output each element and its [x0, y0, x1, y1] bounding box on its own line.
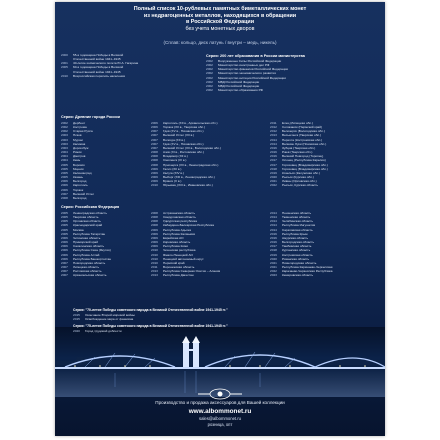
coin-name: Калининград: [73, 170, 92, 175]
coin-year: 2022: [270, 183, 277, 188]
coin-year: 2005: [61, 219, 68, 224]
coin-year: 2009: [151, 170, 158, 175]
coin-year: 2008: [151, 219, 158, 224]
coin-year: 2023: [270, 273, 277, 278]
coin-year: 2004: [61, 158, 68, 163]
federation-list-3: [270, 211, 382, 278]
coin-name: Гороховец (Владимирская обл.): [282, 162, 328, 167]
coin-year: 2001: [61, 61, 68, 66]
coin-year: 2006: [61, 244, 68, 249]
coin-year: 2005: [61, 223, 68, 228]
coin-poster: [55, 2, 385, 436]
coin-year: 2011: [270, 121, 277, 125]
coin-name: Тверская область: [73, 215, 99, 220]
coin-year: 2003: [61, 137, 68, 142]
coin-name: Архангельская область: [73, 273, 107, 278]
coin-name: Гороховец (Владимирская обл.): [282, 166, 328, 171]
coin-name: Республика Саха (Якутия): [73, 248, 111, 253]
coin-name: Ростовская область: [73, 269, 102, 274]
coin-name: Липецкая область: [73, 265, 100, 270]
coin-name: Пензенская область: [282, 211, 312, 215]
coin-name: Старая Русса: [73, 129, 93, 134]
ministries-list: [206, 59, 378, 92]
coin-name: Министерство образования РФ: [218, 88, 263, 93]
coin-name: Министерство финансов Российской Федерации: [218, 67, 289, 72]
coin-name: Белозерск (Вологодская обл.): [282, 129, 325, 134]
federation-list-1: [61, 211, 149, 278]
coin-name: Козельск (Калужская обл.): [282, 170, 320, 175]
coin-year: 2019: [270, 252, 277, 257]
coin-name: Ряжск: [73, 150, 82, 155]
coin-name: Владимир (XII в.): [163, 154, 188, 159]
coin-year: 2015: [73, 313, 80, 317]
coin-year: 2014: [270, 227, 277, 232]
coin-name: Республика Дагестан: [163, 273, 194, 278]
coin-year: 2010: [61, 73, 68, 78]
coin-name: Великий Устюг (XII в., Вологодская обл.): [163, 145, 221, 150]
coin-name: Гдов (XV в., Псковская обл.): [163, 141, 204, 146]
coin-year: 2012: [270, 129, 277, 134]
coin-name: Отечественной войне 1941–1945: [73, 69, 121, 74]
footer-tagline: розница, опт: [207, 422, 233, 427]
coin-year: 2021: [270, 179, 277, 184]
victory-list: [61, 53, 206, 78]
anniversary70-series-title: Серия: "70-летие Победы советского народа в Великой Отечественной войне 1941-1945 гг.": [73, 308, 228, 312]
coin-year: 2007: [61, 191, 68, 196]
coin-year: 2005: [61, 65, 68, 70]
coin-year: 2014: [270, 219, 277, 224]
coin-name: Министерство иностранных дел РФ: [218, 63, 270, 68]
coin-year: 2004: [61, 150, 68, 155]
coin-name: Великие Луки (Псковская обл.): [282, 141, 327, 146]
coin-year: 2000: [61, 53, 68, 57]
ancient-cities-list-1: [61, 121, 149, 200]
coin-year: 2014: [270, 223, 277, 228]
coin-name: Муром: [73, 137, 83, 142]
coin-year: 2008: [151, 215, 158, 220]
footer-website-link[interactable]: www.albommonet.ru: [188, 408, 252, 415]
coin-year: 2009: [151, 231, 158, 236]
federation-list-2: [151, 211, 269, 278]
coin-year: 2006: [61, 252, 68, 257]
coin-year: 2005: [61, 231, 68, 236]
coin-name: Рыльск (Курская обл.): [282, 175, 314, 180]
coin-year: 2013: [151, 273, 158, 278]
coin-year: 2013: [151, 269, 158, 274]
coin-name: Чеченская республика: [163, 248, 196, 253]
coin-name: Выборг (XIII в., Ленинградская обл.): [163, 175, 215, 180]
list-item: [73, 329, 253, 333]
coin-name: Елец (Липецкая обл.): [282, 121, 313, 125]
coin-name: Республика Адыгея: [163, 227, 192, 232]
coin-year: 2008: [61, 195, 68, 200]
coin-year: 2016: [270, 235, 277, 240]
coin-year: 2016: [270, 150, 277, 155]
list-item: [151, 273, 269, 277]
albommonet-logo-icon: [194, 388, 246, 400]
coin-name: Саратовская область: [282, 227, 313, 232]
coin-name: Республика Ингушетия: [282, 223, 316, 228]
coin-year: 2007: [61, 269, 68, 274]
coin-year: 2012: [270, 125, 277, 130]
coin-name: Амурская область: [282, 235, 309, 240]
federation-series-title: Серия: Российская Федерация: [61, 205, 120, 209]
coin-year: 2010: [151, 260, 158, 265]
coin-year: 2014: [270, 141, 277, 146]
coin-name: Новгородская область: [73, 260, 106, 265]
coin-year: 2019: [270, 170, 277, 175]
coin-year: 2007: [61, 265, 68, 270]
coin-name: Город трудовой доблести: [85, 329, 122, 333]
coin-year: 2002: [61, 129, 68, 134]
coin-year: 2008: [151, 158, 158, 163]
coin-year: 2005: [61, 215, 68, 220]
coin-name: 60-я годовщина Победы в Великой: [73, 65, 124, 70]
anniversary70-list: [73, 313, 253, 321]
coin-name: МВД Российской Федерации: [218, 79, 260, 84]
coin-year: 2007: [151, 141, 158, 146]
coin-name: Приозерск (XII в., Ленинградская обл.): [163, 162, 219, 167]
coin-year: 2002: [206, 79, 213, 84]
footer-slogan: Производство и продажа аксессуаров для Вашей коллекции: [155, 400, 285, 405]
coin-name: Республика Калмыкия: [163, 231, 196, 236]
coin-name: Кострома: [73, 125, 87, 130]
coin-name: Нерехта (Костромская обл.): [282, 137, 323, 142]
coin-name: Орловская область: [73, 219, 101, 224]
coin-name: Республика Крым: [282, 231, 308, 236]
coin-year: 2016: [270, 154, 277, 159]
coin-year: 2009: [151, 240, 158, 245]
coin-name: Удмуртская республика: [163, 219, 198, 224]
coin-year: 2009: [151, 244, 158, 249]
coin-name: Окончание Второй мировой войны: [85, 313, 135, 317]
coin-name: Челябинская область: [282, 219, 314, 224]
coin-name: Приморский край: [73, 240, 98, 245]
ancient-cities-list-3: [270, 121, 382, 188]
coin-year: 2006: [61, 256, 68, 261]
coin-year: 2002: [206, 88, 213, 93]
coin-year: 2009: [151, 166, 158, 171]
coin-year: 2005: [61, 175, 68, 180]
coin-year: 2020: [270, 256, 277, 261]
coin-name: Министерство юстиции Российской Федерации: [218, 75, 287, 80]
coin-name: Тамбовская область: [282, 244, 312, 249]
coin-name: Вологда (XII в.): [163, 137, 185, 142]
coin-year: 2011: [151, 265, 158, 270]
coin-name: МВД Российской Федерации: [218, 83, 260, 88]
coin-name: Ямало-Ненецкий АО: [163, 252, 193, 257]
coin-name: Кировская область: [163, 240, 191, 245]
coin-year: 2022: [270, 269, 277, 274]
coin-year: 2003: [61, 133, 68, 138]
coin-name: Краснодарский край: [73, 223, 103, 228]
anniversary75-list: [73, 329, 253, 333]
coin-name: Кемеровская область: [282, 273, 314, 278]
coin-name: Рыльск, Курская область: [282, 183, 319, 188]
coin-year: 2016: [270, 231, 277, 236]
coin-name: Белгород: [73, 195, 87, 200]
list-item: [151, 183, 269, 187]
ancient-cities-list-2: [151, 121, 269, 188]
coin-name: Нижегородская область: [282, 260, 317, 265]
bridge-night-photo: [55, 327, 385, 397]
coin-year: 2010: [151, 256, 158, 261]
coin-name: Торжок (XII в., Тверская обл.): [163, 125, 206, 130]
coin-year: 2014: [270, 211, 277, 215]
coin-name: Зубцов (Тверская обл.): [282, 145, 316, 150]
coin-year: 2008: [151, 150, 158, 155]
coin-name: Калуга (XIV в.): [163, 170, 184, 175]
coin-name: Великий Устюг: [73, 191, 95, 196]
coin-year: 2002: [206, 71, 213, 76]
list-item: [61, 196, 149, 200]
coin-year: 2008: [151, 162, 158, 167]
list-item: [73, 317, 253, 321]
coin-name: 55-я годовщина Победы в Великой: [73, 53, 124, 57]
coin-name: Воронежская область: [163, 265, 195, 270]
coin-year: 2002: [206, 83, 213, 88]
coin-year: 2007: [151, 129, 158, 134]
coin-year: 2009: [151, 235, 158, 240]
coin-name: Олонец (Республика Карелия): [282, 158, 326, 163]
coin-name: Ленинградская область: [73, 211, 107, 215]
coin-name: Республика Башкортостан: [73, 256, 112, 261]
coin-year: 2018: [270, 248, 277, 253]
coin-year: 2006: [151, 125, 158, 130]
coin-name: Читинская область: [73, 235, 101, 240]
poster-subtitle: (Сплав: кольцо, диск латунь / внутри – медь, никель): [163, 40, 277, 45]
list-item: [206, 88, 378, 92]
coin-year: 2014: [270, 137, 277, 142]
coin-year: 2002: [206, 63, 213, 68]
coin-name: Азов (XI в., Ростовская обл.): [163, 150, 204, 155]
coin-year: 2005: [61, 211, 68, 215]
coin-name: Смоленск (IX в.): [163, 158, 187, 163]
coin-name: Ливны (Орловская обл.): [282, 179, 317, 184]
coin-year: 2002: [61, 125, 68, 130]
coin-year: 2002: [206, 67, 213, 72]
list-item: [270, 183, 382, 187]
coin-name: Белгород: [73, 179, 87, 184]
coin-year: 2006: [61, 248, 68, 253]
coin-name: Ржев (Тверская обл.): [282, 150, 313, 155]
coin-name: Министерство экономического развития: [218, 71, 276, 76]
coin-year: 2010: [151, 183, 158, 188]
coin-name: Костромская область: [282, 252, 313, 257]
coin-year: 2006: [61, 183, 68, 188]
coin-name: Карачаево-Черкесская Республика: [282, 269, 333, 274]
coin-year: 2017: [270, 162, 277, 167]
coin-name: Каргополь: [73, 183, 88, 188]
coin-name: Брянск (X в.): [163, 179, 182, 184]
coin-year: 2008: [151, 211, 158, 215]
coin-year: 2009: [151, 175, 158, 180]
coin-name: Отечественной войне 1941–1945: [73, 57, 121, 62]
coin-year: 2005: [61, 162, 68, 167]
coin-name: Вооруженные Силы Российской Федерации: [218, 59, 282, 63]
coin-name: Москва: [73, 227, 84, 232]
coin-name: Ненецкий автономный округ: [163, 256, 204, 261]
coin-year: 2008: [151, 223, 158, 228]
coin-year: 2002: [61, 121, 68, 125]
list-item: [61, 74, 206, 78]
coin-year: 2016: [270, 240, 277, 245]
footer: [55, 400, 385, 427]
coin-name: Республика Коми: [163, 244, 188, 249]
coin-name: Каргополь (XII в., Архангельская обл.): [163, 121, 218, 125]
coin-year: 2003: [61, 145, 68, 150]
coin-name: Касимов: [73, 141, 86, 146]
coin-year: 2007: [151, 145, 158, 150]
coin-name: Гдов (XV в., Псковская обл.): [163, 129, 204, 134]
coin-year: 2009: [151, 179, 158, 184]
coin-year: 2006: [61, 187, 68, 192]
coin-name: Пермский край: [163, 260, 185, 265]
coin-name: Казань: [73, 175, 83, 180]
coin-name: Великий Устюг (XII в.): [163, 133, 195, 138]
coin-year: 2004: [61, 154, 68, 159]
anniversary75-series-title: Серия: "75-летие Победы советского народа в Великой Отечественной войне 1941-1945 гг.": [73, 324, 228, 328]
coin-year: 2021: [270, 260, 277, 265]
coin-year: 2016: [270, 145, 277, 150]
coin-name: Рязанская область: [282, 256, 310, 261]
coin-year: 2005: [61, 170, 68, 175]
coin-year: 2010: [151, 248, 158, 253]
coin-year: 2007: [61, 260, 68, 265]
coin-name: Республика Северная Осетия – Алания: [163, 269, 221, 274]
coin-year: 2017: [270, 244, 277, 249]
coin-name: Псков: [73, 133, 82, 138]
coin-name: Республика Татарстан: [73, 231, 106, 236]
coin-name: Свердловская область: [163, 215, 196, 220]
coin-year: 2007: [151, 137, 158, 142]
coin-name: Соликамск (Пермский край): [282, 125, 323, 130]
coin-year: 2002: [206, 75, 213, 80]
coin-name: Дорогобуж: [73, 145, 89, 150]
coin-name: Курганская область: [282, 248, 311, 253]
coin-name: Дербент: [73, 121, 86, 125]
coin-year: 2006: [61, 179, 68, 184]
coin-year: 2006: [61, 235, 68, 240]
ministries-series-title: Серия: 200 лет образования в России министерства: [206, 54, 305, 58]
ancient-cities-series-title: Серия: Древние города России: [61, 115, 120, 119]
coin-name: Республика Карачаево-Черкесская: [282, 265, 333, 270]
coin-year: 2015: [73, 317, 80, 322]
coin-name: 40-летие космического полета Ю.А. Гагарина: [73, 61, 139, 66]
coin-name: Весьегонск (Тверская обл.): [282, 133, 322, 138]
coin-year: 2018: [270, 166, 277, 171]
coin-year: 2006: [61, 240, 68, 245]
coin-year: 2010: [151, 252, 158, 257]
coin-year: 2020: [270, 175, 277, 180]
coin-year: 2009: [151, 227, 158, 232]
coin-year: 2021: [270, 265, 277, 270]
coin-name: Сахалинская область: [73, 244, 105, 249]
coin-name: Кабардино-Балкарская Республика: [163, 223, 214, 228]
poster-title: Полный список 10-рублевых памятных биметаллических монет из недрагоценных металлов, находящихся в обращении в Российской Федерации без учета монетных дворов: [133, 6, 307, 32]
coin-year: 2007: [61, 273, 68, 278]
footer-email-link[interactable]: sales@albommonet.ru: [199, 416, 241, 421]
coin-name: Мценск: [73, 166, 84, 171]
coin-name: Юрьевец (XIII в., Ивановская обл.): [163, 183, 213, 188]
coin-year: 2002: [206, 59, 213, 63]
coin-year: 2003: [61, 141, 68, 146]
coin-name: Всероссийская перепись населения: [73, 73, 126, 78]
coin-name: Тюменская область: [282, 215, 311, 220]
coin-name: Торжок: [73, 187, 84, 192]
coin-year: 2014: [270, 215, 277, 220]
bridge-illustration: [55, 327, 385, 397]
coin-year: 2020: [73, 329, 80, 333]
coin-name: Республика Алтай: [73, 252, 100, 257]
coin-name: Астраханская область: [163, 211, 196, 215]
coin-year: 2005: [61, 227, 68, 232]
coin-year: 2005: [61, 166, 68, 171]
coin-year: 2017: [270, 158, 277, 163]
list-item: [61, 273, 149, 277]
coin-year: 2008: [151, 154, 158, 159]
coin-name: Боровск: [73, 162, 85, 167]
coin-name: Дмитров: [73, 154, 86, 159]
coin-name: Освобождение мира от фашизма: [85, 317, 134, 322]
coin-year: 2007: [151, 133, 158, 138]
coin-name: Кемь: [73, 158, 81, 163]
list-item: [270, 273, 382, 277]
coin-name: Белгородская область: [282, 240, 315, 245]
coin-name: Великий Новгород (Торопец): [282, 154, 324, 159]
coin-year: 2013: [270, 133, 277, 138]
coin-name: Еврейская АО: [163, 235, 184, 240]
coin-year: 2006: [151, 121, 158, 125]
coin-name: Галич (XII в.): [163, 166, 182, 171]
